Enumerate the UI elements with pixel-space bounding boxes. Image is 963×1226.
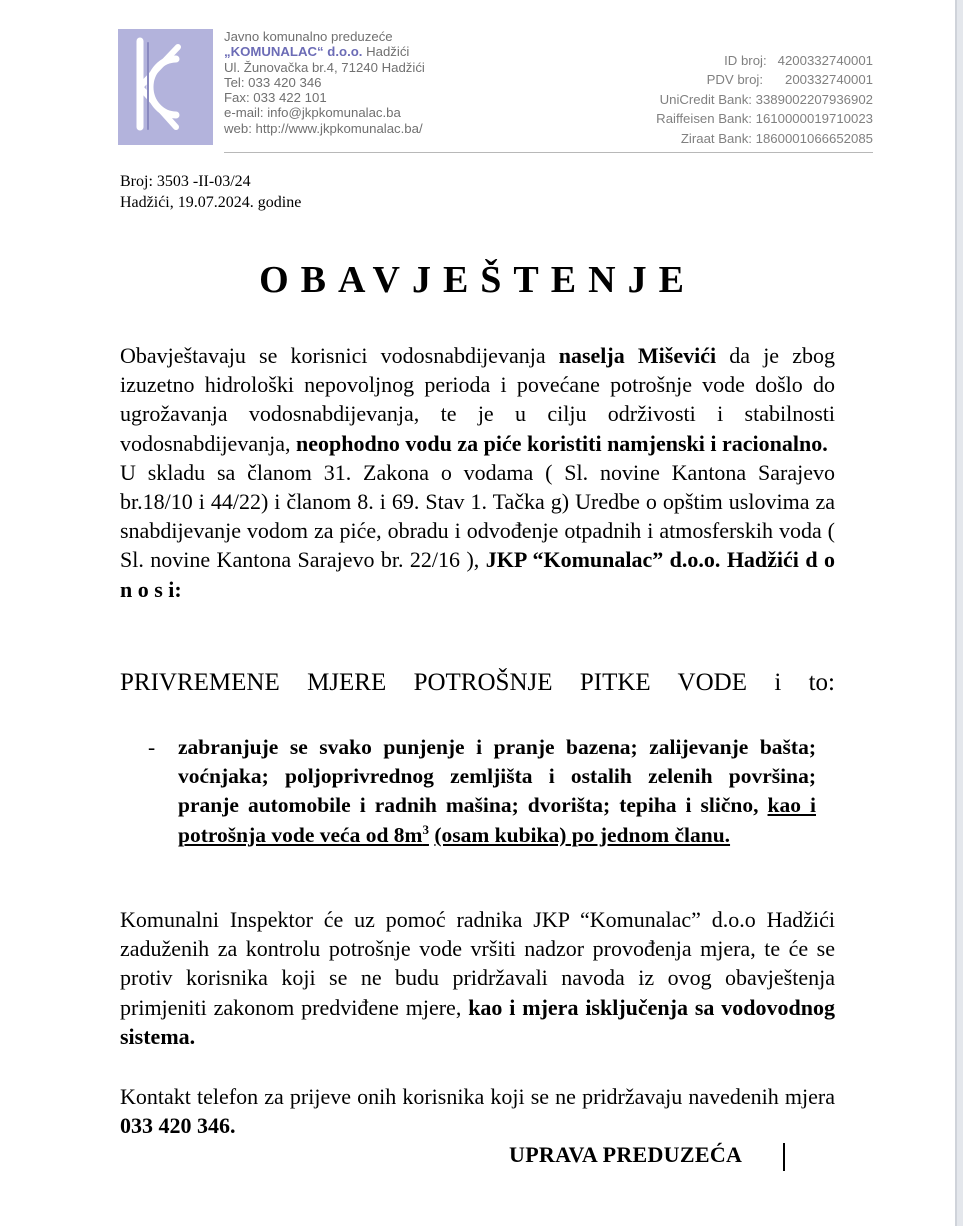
measures-list <box>148 733 816 850</box>
unicredit-label: UniCredit Bank: <box>659 91 752 107</box>
p1-text-a: Obavještavaju se korisnici vodosnabdijevanja <box>120 343 559 368</box>
contact-phone: 033 420 346. <box>120 1113 236 1139</box>
paragraph-1 <box>120 341 835 458</box>
p3-text: Komunalni Inspektor će uz pomoć radnika JKP “Komunalac” d.o.o Hadžići zaduženih za kontrolu potrošnje vode vršiti nadzor provođenja mjera, te će se protiv korisnika koji se ne budu pridržavali navoda iz ovog obavještenja primjeniti zakonom predviđene mjere, <box>120 907 835 1020</box>
pdv-label: PDV broj: <box>706 72 763 88</box>
komunalac-logo <box>118 29 213 145</box>
letterhead-divider <box>224 152 873 153</box>
document-title: OBAVJEŠTENJE <box>259 259 696 301</box>
company-info <box>224 29 425 136</box>
paragraph-2 <box>120 458 835 604</box>
text-cursor <box>783 1143 785 1171</box>
company-fax: Fax: 033 422 101 <box>224 90 327 106</box>
measures-limit-sup: 3 <box>422 821 429 837</box>
p4-text: Kontakt telefon za prijeve onih korisnika koji se ne pridržavaju navedenih mjera <box>120 1084 835 1109</box>
ziraat-row <box>656 129 873 148</box>
document-meta <box>120 171 301 213</box>
company-type: Javno komunalno preduzeće <box>224 29 393 44</box>
id-row <box>656 51 873 70</box>
p1-emphasis: neophodno vodu za piće koristiti namjenski i racionalno. <box>295 430 828 456</box>
company-name <box>224 44 425 59</box>
company-brand: „KOMUNALAC“ d.o.o. <box>224 44 363 60</box>
measures-text: zabranjuje se svako punjenje i pranje bazena; zalijevanje bašta; voćnjaka; poljoprivrednog zemljišta i ostalih zelenih površina; pranje automobile i radnih mašina; dvorišta; tepiha i slično, <box>178 735 816 818</box>
ziraat-label: Ziraat Bank: <box>680 130 752 146</box>
company-address: Ul. Žunovačka br.4, 71240 Hadžići <box>224 59 425 75</box>
p2-decision: JKP “Komunalac” d.o.o. Hadžići d o n o s i: <box>120 547 835 602</box>
p2-text: U skladu sa članom 31. Zakona o vodama ( Sl. novine Kantona Sarajevo br.18/10 i 44/22) i članom 8. i 69. Stav 1. Tačka g) Uredbe o opštim uslovima za snabdijevanje vodom za piće, obradu i odvođenje otpadnih i atmosferskih voda ( Sl. novine Kantona Sarajevo br. 22/16 ), <box>120 459 835 573</box>
company-ids <box>656 51 873 148</box>
document-number: Broj: 3503 -II-03/24 <box>120 173 251 190</box>
measures-heading: PRIVREMENE MJERE POTROŠNJE PITKE VODE i to: <box>120 669 835 696</box>
document-place-date: Hadžići, 19.07.2024. godine <box>120 194 302 211</box>
company-web: web: http://www.jkpkomunalac.ba/ <box>224 120 423 136</box>
company-tel: Tel: 033 420 346 <box>224 74 322 90</box>
raiffeisen-row <box>656 109 873 128</box>
id-label: ID broj: <box>724 53 767 68</box>
paragraph-3 <box>120 905 835 1051</box>
signature: UPRAVA PREDUZEĆA <box>509 1142 743 1167</box>
company-email: e-mail: info@jkpkomunalac.ba <box>224 105 401 121</box>
paragraph-4 <box>120 1082 835 1140</box>
p3-emphasis: kao i mjera isključenja sa vodovodnog sistema. <box>120 994 835 1049</box>
list-item <box>178 733 816 850</box>
p1-settlement: naselja Miševići <box>558 343 717 368</box>
raiffeisen-label: Raiffeisen Bank: <box>656 111 752 127</box>
company-city: Hadžići <box>362 44 410 60</box>
measures-limit-text: kao i potrošnja vode veća od 8m <box>178 793 816 847</box>
unicredit-value: 3389002207936902 <box>755 91 873 107</box>
page-edge-shadow <box>957 0 963 1226</box>
unicredit-row <box>656 90 873 109</box>
list-bullet: - <box>148 735 156 759</box>
p1-text-c: da je zbog izuzetno hidrološki nepovoljnog perioda i povećane potrošnje vode došlo do ugrožavanja vodosnabdijevanja, te je u cilju održivosti i stabilnosti vodosnabdijevanja, <box>120 343 835 456</box>
intro-paragraphs <box>120 341 835 604</box>
measures-limit-note: (osam kubika) po jednom članu. <box>434 822 731 847</box>
ziraat-value: 1860001066652085 <box>755 130 873 146</box>
pdv-value: 200332740001 <box>784 72 873 88</box>
pdv-row <box>656 70 873 89</box>
raiffeisen-value: 1610000019710023 <box>755 111 873 127</box>
id-value: 4200332740001 <box>777 53 873 68</box>
